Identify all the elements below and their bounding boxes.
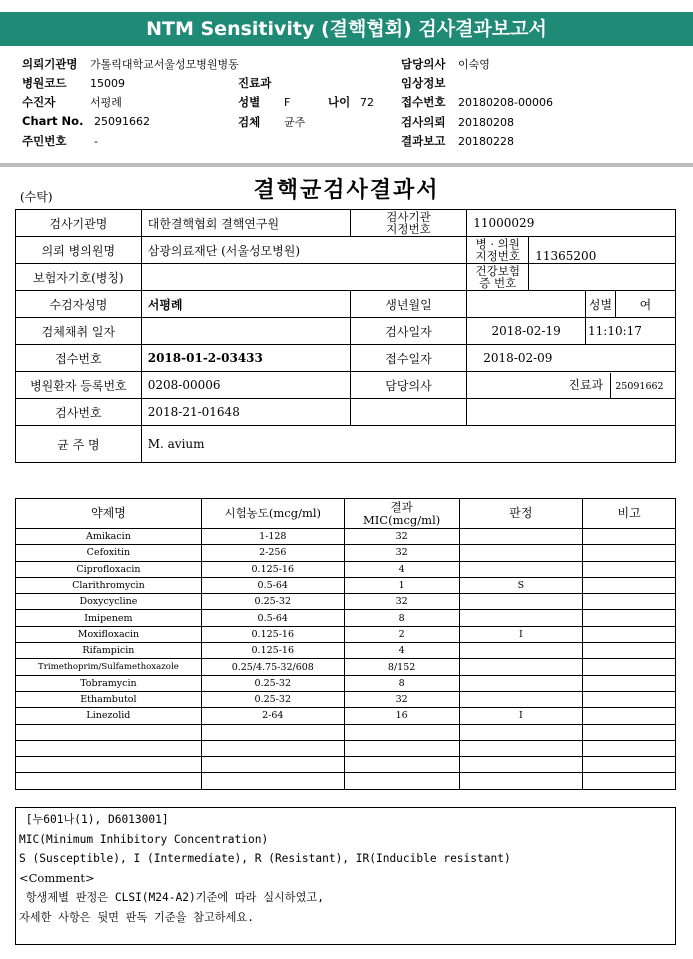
- strain-name-value: M. avium: [141, 426, 675, 463]
- empty-cell: [201, 724, 344, 740]
- header-age: 나이 72: [328, 95, 374, 109]
- empty-cell: [459, 757, 583, 773]
- test-range: 2-256: [201, 545, 344, 561]
- test-range: 0.125-16: [201, 561, 344, 577]
- remark: [583, 545, 676, 561]
- empty-cell: [583, 740, 676, 756]
- empty-cell: [459, 773, 583, 789]
- sex-value: 여: [615, 291, 675, 318]
- judgement: [459, 691, 583, 707]
- dob-value: [467, 291, 586, 318]
- notes-mic-definition: MIC(Minimum Inhibitory Concentration): [19, 832, 269, 846]
- col-judgement: 판정: [459, 499, 583, 529]
- test-range: 0.25-32: [201, 675, 344, 691]
- test-range: 2-64: [201, 708, 344, 724]
- patient-name-label: 수검자성명: [16, 291, 142, 318]
- drug-sensitivity-table: [15, 498, 676, 790]
- remark: [583, 691, 676, 707]
- lab-label: 검사기관명: [16, 210, 142, 237]
- header-patient: 수진자 서평례: [22, 95, 122, 109]
- judgement: I: [459, 708, 583, 724]
- empty-cell: [344, 740, 459, 756]
- judgement: [459, 561, 583, 577]
- table-row: [16, 659, 676, 675]
- judgement: I: [459, 626, 583, 642]
- empty-cell: [201, 773, 344, 789]
- table-row-empty: [16, 724, 676, 740]
- insurance-value: [141, 264, 467, 291]
- remark: [583, 643, 676, 659]
- drug-name: Clarithromycin: [16, 577, 202, 593]
- header-sex: 성별 F: [238, 95, 291, 109]
- sex-label: 성별: [586, 291, 616, 318]
- header-receipt-no: 접수번호 20180208-00006: [401, 95, 553, 109]
- table-row: [16, 708, 676, 724]
- test-range: 0.5-64: [201, 577, 344, 593]
- insurance-label: 보험자기호(병칭): [16, 264, 142, 291]
- empty-cell: [583, 724, 676, 740]
- notes-comment-heading: <Comment>: [19, 870, 95, 885]
- document-title: 결핵균검사결과서: [253, 177, 440, 203]
- test-range: 0.25-32: [201, 594, 344, 610]
- department-value: 25091662: [615, 380, 664, 392]
- remark: [583, 708, 676, 724]
- report-title: NTM Sensitivity (결핵협회) 검사결과보고서: [0, 12, 693, 46]
- header-department: 진료과: [238, 76, 272, 90]
- lab-code-label: 검사기관 지정번호: [350, 210, 467, 237]
- empty-cell: [16, 740, 202, 756]
- drug-name: Amikacin: [16, 529, 202, 545]
- col-drug-name: 약제명: [16, 499, 202, 529]
- empty-cell: [16, 724, 202, 740]
- empty-cell: [459, 740, 583, 756]
- collection-date-label: 검체채취 일자: [16, 318, 142, 345]
- remark: [583, 610, 676, 626]
- empty-cell: [201, 757, 344, 773]
- header-clinical-info: 임상정보: [401, 76, 446, 90]
- header-hospital-code: 병원코드 15009: [22, 76, 125, 90]
- table-row-empty: [16, 757, 676, 773]
- test-range: 0.125-16: [201, 643, 344, 659]
- remark: [583, 577, 676, 593]
- requesting-hospital-value: 삼광의료재단 (서울성모병원): [141, 237, 467, 264]
- test-range: 1-128: [201, 529, 344, 545]
- mic-value: 4: [344, 643, 459, 659]
- hospital-patient-reg-value: 0208-00006: [141, 372, 350, 399]
- exam-no-blank-1: [350, 399, 467, 426]
- judgement: S: [459, 577, 583, 593]
- remark: [583, 529, 676, 545]
- empty-cell: [344, 757, 459, 773]
- mic-value: 32: [344, 529, 459, 545]
- table-row: [16, 626, 676, 642]
- empty-cell: [201, 740, 344, 756]
- test-range: 0.5-64: [201, 610, 344, 626]
- test-date-value: 2018-02-19: [467, 318, 586, 345]
- col-mic-result: 결과 MIC(mcg/ml): [344, 499, 459, 529]
- table-row: [16, 529, 676, 545]
- col-test-range: 시험농도(mcg/ml): [201, 499, 344, 529]
- header-specimen: 검체 균주: [238, 115, 306, 129]
- table-row-empty: [16, 773, 676, 789]
- remark: [583, 626, 676, 642]
- drug-name: Moxifloxacin: [16, 626, 202, 642]
- registration-date-label: 접수일자: [350, 345, 467, 372]
- hospital-patient-reg-label: 병원환자 등록번호: [16, 372, 142, 399]
- department-label: 진료과: [561, 373, 611, 398]
- exam-no-value: 2018-21-01648: [141, 399, 350, 426]
- notes-box: [15, 807, 676, 945]
- judgement: [459, 643, 583, 659]
- notes-code: [누601나(1), D6013001]: [19, 813, 169, 826]
- remark: [583, 675, 676, 691]
- drug-name: Doxycycline: [16, 594, 202, 610]
- table-row: [16, 675, 676, 691]
- info-table: [15, 209, 676, 463]
- judgement: [459, 675, 583, 691]
- empty-cell: [583, 773, 676, 789]
- header-request-date: 검사의뢰 20180208: [401, 115, 514, 129]
- mic-value: 1: [344, 577, 459, 593]
- registration-no-label: 접수번호: [16, 345, 142, 372]
- mic-value: 16: [344, 708, 459, 724]
- drug-name: Tobramycin: [16, 675, 202, 691]
- mic-value: 4: [344, 561, 459, 577]
- attending-doctor-label: 담당의사: [350, 372, 467, 399]
- empty-cell: [344, 724, 459, 740]
- notes-comment-line-1: 항생제별 판정은 CLSI(M24-A2)기준에 따라 실시하였고,: [19, 891, 324, 904]
- empty-cell: [344, 773, 459, 789]
- table-row: [16, 545, 676, 561]
- exam-no-blank-2: [467, 399, 676, 426]
- remark: [583, 561, 676, 577]
- test-date-label: 검사일자: [350, 318, 467, 345]
- requesting-hospital-code-value: 11365200: [535, 249, 597, 263]
- table-row: [16, 594, 676, 610]
- dob-label: 생년월일: [350, 291, 467, 318]
- mic-value: 2: [344, 626, 459, 642]
- table-row-empty: [16, 740, 676, 756]
- collection-date-value: [141, 318, 350, 345]
- registration-date-value: 2018-02-09: [467, 345, 676, 372]
- table-row: [16, 577, 676, 593]
- table-row: [16, 643, 676, 659]
- result-document: [0, 167, 693, 959]
- mic-value: 8/152: [344, 659, 459, 675]
- empty-cell: [16, 757, 202, 773]
- mic-value: 32: [344, 545, 459, 561]
- judgement: [459, 545, 583, 561]
- health-insurance-cell: [467, 264, 676, 291]
- judgement: [459, 529, 583, 545]
- requesting-hospital-code-cell: [467, 237, 676, 264]
- table-row: [16, 561, 676, 577]
- requesting-hospital-code-label: 병 · 의원 지정번호: [467, 237, 529, 263]
- header-chart-no: Chart No. 25091662: [22, 114, 150, 128]
- exam-no-label: 검사번호: [16, 399, 142, 426]
- judgement: [459, 594, 583, 610]
- remark: [583, 594, 676, 610]
- attending-doctor-cell: [467, 372, 676, 399]
- lab-code-value: 11000029: [467, 210, 676, 237]
- mic-value: 8: [344, 610, 459, 626]
- empty-cell: [16, 773, 202, 789]
- judgement: [459, 659, 583, 675]
- empty-cell: [583, 757, 676, 773]
- health-insurance-label: 건강보험 증 번호: [467, 264, 529, 290]
- table-row: [16, 610, 676, 626]
- drug-name: Ethambutol: [16, 691, 202, 707]
- consignment-stamp: (수탁): [20, 190, 53, 204]
- header-report-date: 결과보고 20180228: [401, 134, 514, 148]
- test-range: 0.125-16: [201, 626, 344, 642]
- mic-value: 32: [344, 691, 459, 707]
- test-range: 0.25-32: [201, 691, 344, 707]
- remark: [583, 659, 676, 675]
- header-resident-no: 주민번호 -: [22, 134, 98, 148]
- test-range: 0.25/4.75-32/608: [201, 659, 344, 675]
- mic-value: 8: [344, 675, 459, 691]
- empty-cell: [459, 724, 583, 740]
- strain-name-label: 균 주 명: [16, 426, 142, 463]
- health-insurance-value: [529, 276, 535, 290]
- notes-comment-line-2: 자세한 사항은 뒷면 판독 기준을 참고하세요.: [19, 910, 254, 924]
- drug-name: Trimethoprim/Sulfamethoxazole: [16, 659, 202, 675]
- header-requesting-institution: 의뢰기관명 가톨릭대학교서울성모병원병동: [22, 57, 239, 71]
- col-remarks: 비고: [583, 499, 676, 529]
- patient-name-value: 서평례: [141, 291, 350, 318]
- notes-interpretation-legend: S (Susceptible), I (Intermediate), R (Resistant), IR(Inducible resistant): [19, 852, 511, 865]
- drug-name: Cefoxitin: [16, 545, 202, 561]
- requesting-hospital-label: 의뢰 병의원명: [16, 237, 142, 264]
- header-physician: 담당의사 이숙영: [401, 57, 490, 71]
- drug-name: Imipenem: [16, 610, 202, 626]
- mic-value: 32: [344, 594, 459, 610]
- table-row: [16, 691, 676, 707]
- test-time-value: 11:10:17: [586, 318, 676, 345]
- judgement: [459, 610, 583, 626]
- lab-value: 대한결핵협회 결핵연구원: [141, 210, 350, 237]
- registration-no-value: 2018-01-2-03433: [141, 345, 350, 372]
- drug-name: Rifampicin: [16, 643, 202, 659]
- drug-name: Ciprofloxacin: [16, 561, 202, 577]
- drug-name: Linezolid: [16, 708, 202, 724]
